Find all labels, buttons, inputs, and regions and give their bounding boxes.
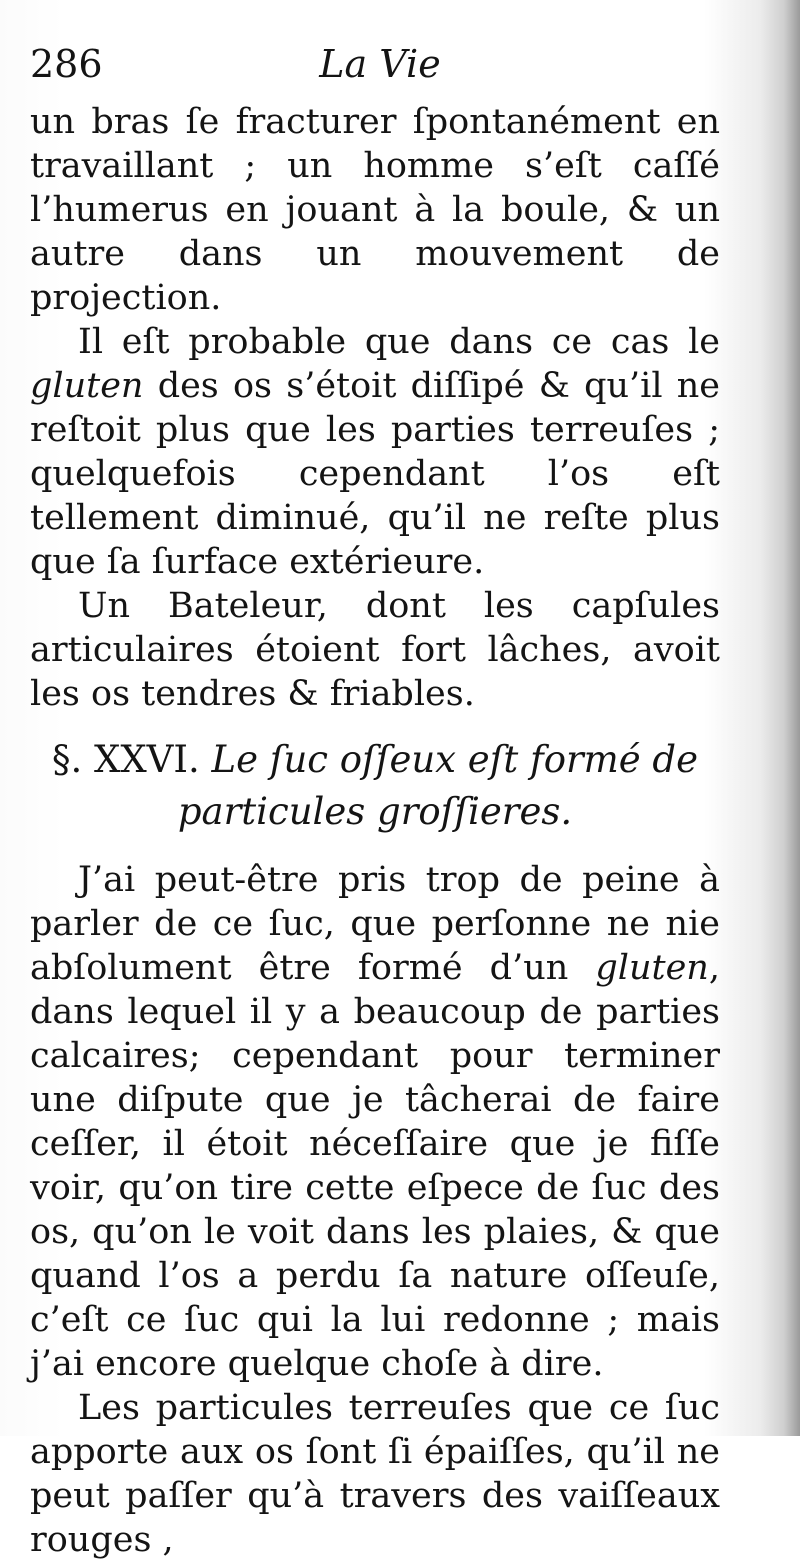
paragraph-continued: un bras ſe fracturer ſpontanément en travaillant ; un homme s’eſt caſſé l’humerus en jouant à la boule, & un autre dans un mouvement de projection.: [30, 102, 720, 318]
section-number: §. XXVI.: [51, 738, 200, 781]
paragraph-suc: [30, 858, 720, 1386]
paragraph-text: des os s’étoit diſſipé & qu’il ne reſtoit plus que les parties terreuſes ; quelquefois cependant l’os eſt tellement diminué, qu’il ne reſte plus que ſa ſurface extérieure.: [30, 366, 720, 582]
page-body: [30, 100, 720, 1562]
italic-term: gluten: [30, 366, 144, 406]
section-title: Le ſuc oſſeux eſt formé de particules groſſieres.: [177, 738, 699, 833]
paragraph-text: J’ai peut-être pris trop de peine à parler de ce ſuc, que perſonne ne nie abſolument être formé d’un: [30, 860, 720, 988]
page-header: [30, 42, 730, 92]
running-title: La Vie: [319, 42, 441, 86]
paragraph-bateleur: Un Bateleur, dont les capſules articulaires étoient fort lâches, avoit les os tendres & friables.: [30, 586, 720, 714]
paragraph-gluten-probable: [30, 320, 720, 584]
paragraph-text: Il eſt probable que dans ce cas le: [78, 322, 720, 362]
paragraph-particules: Les particules terreuſes que ce ſuc apporte aux os ſont ſi épaiſſes, qu’il ne peut paſſer qu’à travers des vaiſſeaux rouges ,: [30, 1388, 720, 1560]
paragraph-text: , dans lequel il y a beaucoup de parties calcaires; cependant pour terminer une diſpute que je tâcherai de faire ceſſer, il étoit néceſſaire que je fiſſe voir, qu’on tire cette eſpece de ſuc des os, qu’on le voit dans les plaies, & que quand l’os a perdu ſa nature oſſeuſe, c’eſt ce ſuc qui la lui redonne ; mais j’ai encore quelque choſe à dire.: [30, 948, 720, 1384]
page-number: 286: [30, 42, 103, 86]
italic-term: gluten: [595, 948, 709, 988]
section-heading: [30, 734, 720, 838]
